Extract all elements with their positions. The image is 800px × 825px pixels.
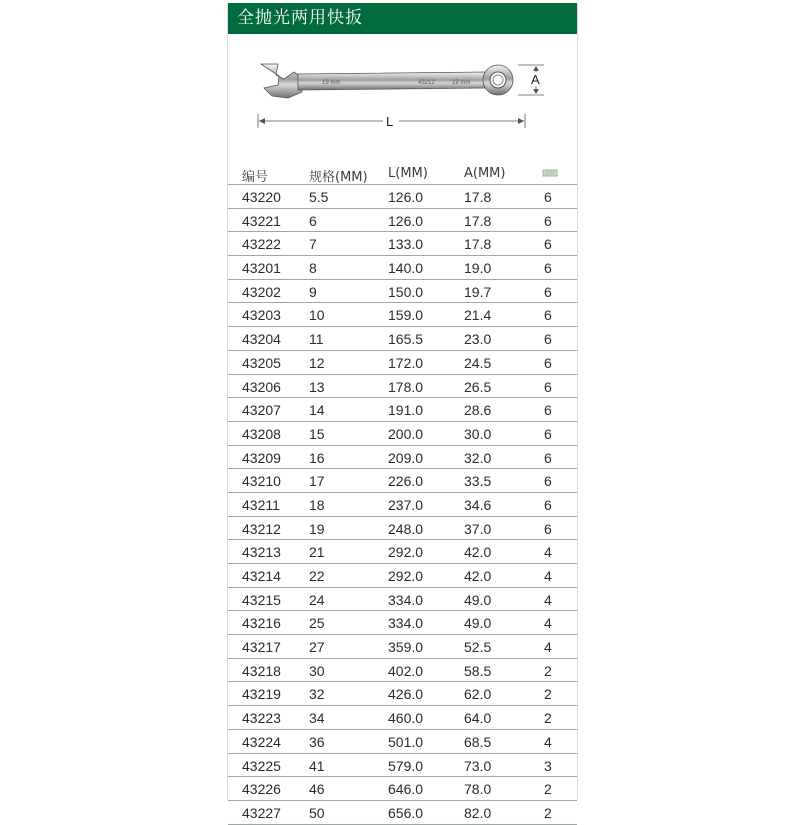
page-title: 全抛光两用快扳: [228, 3, 577, 34]
cell-length: 200.0: [388, 425, 424, 442]
cell-code: 43225: [242, 757, 281, 774]
cell-size: 32: [309, 686, 325, 703]
cell-length: 334.0: [388, 591, 424, 608]
table-row: [228, 517, 577, 541]
cell-qty: 6: [544, 212, 552, 229]
header-length: L(MM): [388, 166, 428, 181]
cell-qty: 2: [544, 710, 552, 727]
cell-length: 140.0: [388, 260, 424, 277]
dimension-l-label: L: [386, 114, 394, 129]
cell-code: 43204: [242, 331, 281, 348]
cell-qty: 6: [544, 402, 552, 419]
table-row: [228, 611, 577, 635]
cell-qty: 6: [544, 378, 552, 395]
cell-a: 17.8: [464, 189, 492, 205]
cell-size: 16: [309, 449, 325, 466]
table-row: [228, 209, 577, 233]
cell-code: 43209: [242, 449, 281, 466]
cell-size: 30: [309, 662, 325, 679]
cell-size: 17: [309, 473, 325, 490]
cell-code: 43201: [242, 260, 281, 277]
cell-a: 21.4: [464, 307, 492, 324]
cell-length: 126.0: [388, 189, 424, 205]
table-row: [228, 540, 577, 564]
cell-size: 22: [309, 568, 325, 584]
cell-size: 34: [309, 710, 325, 727]
cell-a: 32.0: [464, 449, 492, 466]
cell-size: 12: [309, 354, 325, 371]
cell-qty: 4: [544, 591, 552, 608]
header-size: 规格(MM): [309, 170, 368, 185]
table-row: [228, 730, 577, 754]
cell-size: 9: [309, 283, 317, 300]
wrench-icon: [261, 64, 513, 98]
package-icon: [542, 168, 558, 178]
cell-code: 43206: [242, 378, 281, 395]
cell-length: 292.0: [388, 544, 424, 561]
cell-code: 43202: [242, 283, 281, 300]
cell-code: 43207: [242, 402, 281, 419]
cell-length: 334.0: [388, 615, 424, 632]
cell-qty: 6: [544, 307, 552, 324]
cell-length: 248.0: [388, 520, 424, 537]
cell-length: 133.0: [388, 236, 424, 253]
cell-qty: 4: [544, 544, 552, 561]
cell-code: 43215: [242, 591, 281, 608]
cell-length: 292.0: [388, 568, 424, 584]
cell-a: 28.6: [464, 402, 492, 419]
cell-code: 43219: [242, 686, 281, 703]
cell-qty: 6: [544, 425, 552, 442]
cell-size: 19: [309, 520, 325, 537]
cell-length: 460.0: [388, 710, 424, 727]
table-row: [228, 564, 577, 588]
cell-length: 646.0: [388, 781, 424, 798]
cell-size: 13: [309, 378, 325, 395]
cell-length: 656.0: [388, 804, 424, 821]
wrench-mark-left: 19 mm: [322, 80, 341, 86]
cell-length: 159.0: [388, 307, 424, 324]
cell-size: 21: [309, 544, 325, 561]
cell-length: 126.0: [388, 212, 424, 229]
product-panel: [227, 3, 578, 821]
cell-code: 43227: [242, 804, 281, 821]
dimension-a: [518, 65, 544, 95]
cell-qty: 4: [544, 733, 552, 750]
cell-size: 10: [309, 307, 325, 324]
cell-length: 226.0: [388, 473, 424, 490]
cell-a: 68.5: [464, 733, 492, 750]
cell-size: 25: [309, 615, 325, 632]
cell-qty: 2: [544, 662, 552, 679]
cell-a: 19.7: [464, 283, 492, 300]
cell-size: 7: [309, 236, 317, 253]
cell-size: 24: [309, 591, 325, 608]
cell-size: 11: [309, 331, 324, 348]
table-row: [228, 588, 577, 612]
wrench-diagram: [228, 34, 577, 154]
table-row: [228, 777, 577, 801]
table-row: [228, 682, 577, 706]
cell-code: 43216: [242, 615, 281, 632]
table-row: [228, 801, 577, 825]
cell-qty: 6: [544, 260, 552, 277]
cell-length: 402.0: [388, 662, 424, 679]
table-row: [228, 659, 577, 683]
cell-code: 43223: [242, 710, 281, 727]
table-row: [228, 706, 577, 730]
cell-size: 50: [309, 804, 325, 821]
cell-code: 43212: [242, 520, 281, 537]
dimension-a-label: A: [531, 72, 540, 87]
spec-table: [228, 162, 577, 825]
cell-size: 18: [309, 496, 325, 513]
table-header: [228, 162, 577, 185]
cell-length: 191.0: [388, 402, 424, 419]
dimension-l: [258, 112, 525, 129]
cell-qty: 4: [544, 639, 552, 656]
cell-length: 172.0: [388, 354, 424, 371]
cell-qty: 4: [544, 568, 552, 584]
cell-qty: 2: [544, 686, 552, 703]
table-row: [228, 280, 577, 304]
cell-size: 5.5: [309, 189, 329, 205]
cell-length: 501.0: [388, 733, 424, 750]
cell-a: 52.5: [464, 639, 492, 656]
cell-size: 14: [309, 402, 325, 419]
cell-a: 62.0: [464, 686, 492, 703]
cell-qty: 6: [544, 473, 552, 490]
header-code: 编号: [242, 170, 269, 185]
cell-code: 43208: [242, 425, 281, 442]
cell-length: 237.0: [388, 496, 424, 513]
cell-code: 43210: [242, 473, 281, 490]
cell-length: 178.0: [388, 378, 424, 395]
cell-length: 165.5: [388, 331, 424, 348]
cell-length: 426.0: [388, 686, 424, 703]
table-row: [228, 327, 577, 351]
cell-code: 43221: [242, 212, 281, 229]
cell-size: 46: [309, 781, 325, 798]
cell-code: 43224: [242, 733, 281, 750]
table-row: [228, 375, 577, 399]
cell-length: 150.0: [388, 283, 424, 300]
table-row: [228, 185, 577, 209]
table-row: [228, 351, 577, 375]
cell-a: 33.5: [464, 473, 492, 490]
cell-qty: 6: [544, 449, 552, 466]
cell-size: 8: [309, 260, 317, 277]
table-row: [228, 754, 577, 778]
wrench-mark-right: 19 mm: [452, 80, 471, 86]
cell-length: 579.0: [388, 757, 424, 774]
cell-a: 34.6: [464, 496, 492, 513]
cell-qty: 6: [544, 331, 552, 348]
cell-a: 49.0: [464, 615, 492, 632]
cell-a: 17.8: [464, 236, 492, 253]
cell-code: 43220: [242, 189, 281, 205]
table-row: [228, 256, 577, 280]
cell-qty: 6: [544, 354, 552, 371]
cell-qty: 6: [544, 189, 552, 205]
cell-a: 78.0: [464, 781, 492, 798]
cell-size: 6: [309, 212, 317, 229]
cell-size: 15: [309, 425, 325, 442]
cell-a: 17.8: [464, 212, 492, 229]
cell-size: 36: [309, 733, 325, 750]
cell-length: 359.0: [388, 639, 424, 656]
cell-code: 43218: [242, 662, 281, 679]
cell-a: 24.5: [464, 354, 492, 371]
cell-qty: 6: [544, 520, 552, 537]
wrench-mark-center: 43212: [418, 80, 435, 86]
cell-a: 30.0: [464, 425, 492, 442]
cell-a: 64.0: [464, 710, 492, 727]
cell-a: 23.0: [464, 331, 492, 348]
header-a: A(MM): [464, 166, 506, 181]
cell-code: 43211: [242, 496, 280, 513]
cell-code: 43205: [242, 354, 281, 371]
table-row: [228, 635, 577, 659]
cell-length: 209.0: [388, 449, 424, 466]
table-row: [228, 303, 577, 327]
cell-qty: 6: [544, 496, 552, 513]
cell-code: 43222: [242, 236, 281, 253]
cell-code: 43203: [242, 307, 281, 324]
cell-a: 82.0: [464, 804, 492, 821]
table-row: [228, 232, 577, 256]
table-row: [228, 469, 577, 493]
cell-a: 37.0: [464, 520, 492, 537]
cell-code: 43213: [242, 544, 281, 561]
cell-a: 42.0: [464, 544, 492, 561]
cell-a: 26.5: [464, 378, 492, 395]
table-row: [228, 422, 577, 446]
cell-qty: 3: [544, 757, 552, 774]
cell-qty: 2: [544, 804, 552, 821]
table-row: [228, 398, 577, 422]
cell-qty: 2: [544, 781, 552, 798]
cell-code: 43217: [242, 639, 281, 656]
cell-size: 27: [309, 639, 325, 656]
cell-code: 43226: [242, 781, 281, 798]
cell-a: 49.0: [464, 591, 492, 608]
cell-qty: 6: [544, 236, 552, 253]
cell-a: 42.0: [464, 568, 492, 584]
cell-a: 19.0: [464, 260, 492, 277]
cell-code: 43214: [242, 568, 281, 584]
cell-size: 41: [309, 757, 325, 774]
cell-a: 58.5: [464, 662, 492, 679]
table-row: [228, 446, 577, 470]
table-row: [228, 493, 577, 517]
cell-qty: 6: [544, 283, 552, 300]
cell-qty: 4: [544, 615, 552, 632]
cell-a: 73.0: [464, 757, 492, 774]
